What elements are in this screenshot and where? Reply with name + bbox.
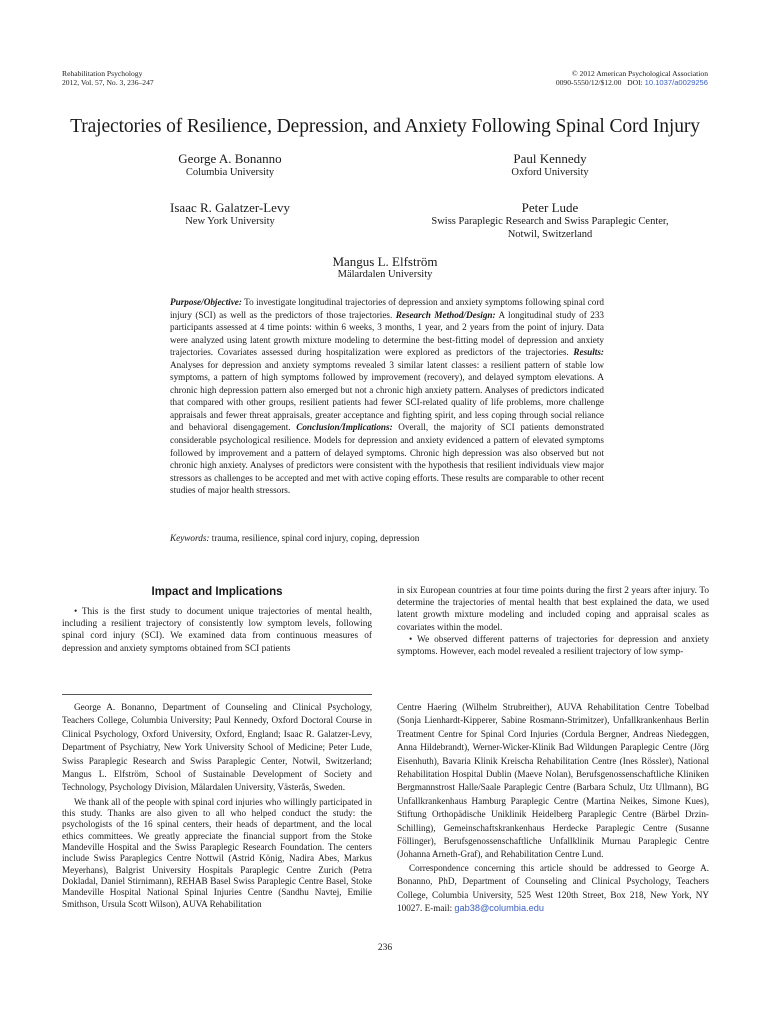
abstract-purpose: To investigate longitudinal trajectories of depression and anxiety symptoms following spinal cord injury (SCI) as well as the predictors of those trajectories. — [170, 297, 604, 320]
author-name: Paul Kennedy — [513, 151, 587, 166]
impact-bullet-2: • We observed different patterns of trajectories for depression and anxiety symptoms. However, each model revealed a resilient trajectory of low symp- — [397, 634, 709, 658]
keywords-label: Keywords: — [170, 533, 210, 543]
impact-continuation: in six European countries at four time points during the first 2 years after injury. To determine the trajectories of mental health that best explained the data, we used latent growth mixture modeling and included coping and appraisal scales as covariates within the model. — [397, 586, 709, 633]
abstract-results-label: Results: — [573, 347, 604, 358]
correspondence: Correspondence concerning this article should be addressed to George A. Bonanno, PhD, Department of Counseling and Clinical Psychology, Teachers College, Columbia University, 525 West 120th Street, Box 218, New York, NY 10027. E-mail: gab38@columbia.edu — [397, 862, 709, 914]
impact-right-column — [397, 585, 709, 658]
impact-bullet-1: • This is the first study to document unique trajectories of mental health, including a resilient trajectory of consistently low symptom levels, following spinal cord injury (SCI). We examined data from continuous measures of depression and anxiety symptoms obtained from SCI patients — [62, 607, 372, 654]
impact-heading: Impact and Implications — [151, 586, 283, 598]
abstract-purpose-label: Purpose/Objective: — [170, 297, 242, 307]
email-link[interactable]: gab38@columbia.edu — [454, 903, 544, 914]
impact-left-column — [62, 606, 372, 655]
keywords — [170, 533, 604, 543]
issn-doi-line — [556, 78, 708, 87]
footnote-left-column — [62, 701, 372, 910]
abstract-conclusion-label: Conclusion/Implications: — [296, 422, 393, 433]
abstract — [170, 296, 604, 497]
abstract-results: Analyses for depression and anxiety symptoms revealed 3 similar latent classes: a resilient pattern of stable low symptoms, a pattern of high symptoms followed by improvement (recovery), and delayed symptom elevations. A chronic high depression pattern also emerged but not a chronic high anxiety pattern. Analyses of predictors indicated that compared with other groups, resilient patients had fewer SCI-related quality of life problems, more challenge appraisals and fewer threat appraisals, greater acceptance and fighting spirit, and less coping through social reliance and behavioral disengagement. — [170, 359, 604, 433]
author-name: Peter Lude — [521, 200, 579, 215]
author-affiliation: Mälardalen University — [337, 269, 433, 280]
abstract-conclusion: Overall, the majority of SCI patients demonstrated considerable psychological resilience. Models for depression and anxiety evidenced a pattern of elevated symptoms followed by improvement and a pattern of delayed symptoms. Chronic high depression was also observed but not chronic high anxiety. Analyses of predictors were consistent with the hypothesis that resilient individuals view major stressors as challenges to be accepted and met with active coping efforts. These results are comparable to other recent studies of major health stressors. — [170, 422, 604, 496]
abstract-method: A longitudinal study of 233 participants assessed at 4 time points: within 6 weeks, 3 months, 1 year, and 2 years from the point of injury. Data were analyzed using latent growth mixture modeling to determine the best-fitting model of depression and anxiety trajectories. Covariates assessed during hospitalization were explored as predictors of the trajectories. — [170, 309, 605, 358]
author-name: Mangus L. Elfström — [332, 254, 438, 269]
author-affiliation: New York University — [185, 216, 275, 227]
author-affiliation: Oxford University — [511, 167, 589, 178]
footnote-divider — [62, 694, 372, 695]
page-number: 236 — [377, 943, 393, 953]
running-header-left — [62, 69, 154, 87]
doi-link[interactable]: 10.1037/a0029256 — [644, 78, 708, 87]
running-header-right — [556, 69, 708, 87]
doi-label: DOI: — [627, 78, 643, 87]
issn: 0090-5550/12/$12.00 — [555, 78, 622, 87]
journal-name: Rehabilitation Psychology — [62, 69, 143, 78]
author-name: Isaac R. Galatzer-Levy — [170, 200, 290, 215]
author-affiliation: Columbia University — [185, 167, 275, 178]
keywords-text: trauma, resilience, spinal cord injury, coping, depression — [209, 533, 420, 543]
acknowledgments: We thank all of the people with spinal cord injuries who willingly participated in this study. Thanks are also given to all who helped conduct the study: the psychologists of the 16 spinal centers, their heads of department, and the local ethics committees. We greatly appreciate the financial support from the Stoke Mandeville Hospital and the Swiss Paraplegic Research Foundation. The centers include Swiss Paraplegics Centre Nottwil (Astrid König, Nadira Abes, Markus Meyerhans), Balgrist University Hospitals Paraplegic Centre Zurich (Petra Dokladal, Daniel Stirnimann), REHAB Basel Swiss Paraplegic Centre Basel, Stoke Mandeville Hospital National Spinal Injuries Centre (Sandhu Navtej, Emilie Smithson, Ursula Scott Wilson), AUVA Rehabilitation — [62, 796, 372, 909]
footnote-right-column — [397, 701, 709, 916]
journal-volume: 2012, Vol. 57, No. 3, 236–247 — [62, 78, 154, 87]
author-name: George A. Bonanno — [178, 151, 282, 166]
copyright-line: © 2012 American Psychological Association — [571, 69, 708, 78]
article-title: Trajectories of Resilience, Depression, and Anxiety Following Spinal Cord Injury — [70, 116, 700, 137]
acknowledgments-continued: Centre Haering (Wilhelm Strubreither), AUVA Rehabilitation Centre Tobelbad (Sonja Lienhardt-Kipperer, Sabine Rosmann-Strimitzer), Unfallkrankenhaus Berlin Treatment Centre for Spinal Cord Injuries (Cordula Bergner, Andreas Niedeggen, Anna Hildebrandt), Werner-Wicker-Klinik Bad Wildungen Paraplegic Centre (Jörg Eisenhuth), Bavaria Klinik Kreischa Rehabilitation Centre (Ines Rössler), National Rehabilitation Hospital Dublin (Maeve Nolan), Berufsgenossenschaftliche Kliniken Bergmannstrost Halle/Saale Paraplegic Centre (Barbara Schulz, Utz Ullmann), BG Unfallkrankenhaus Hamburg Paraplegic Centre (Martina Neikes, Simone Kues), Stiftung Orthopädische Uniklinik Heidelberg Paraplegic Centre (Bärbel Drzin-Schilling), Gemeinschaftskrankenhaus Herdecke Paraplegic Centre (Susanne Föllinger), Berufsgenossenschaftliche Unfallklinik Murnau Paraplegic Centre (Johanna Arneth-Graf), and Rehabilitation Centre Lund. — [397, 702, 709, 860]
author-note: George A. Bonanno, Department of Counseling and Clinical Psychology, Teachers College, Columbia University; Paul Kennedy, Oxford Doctoral Course in Clinical Psychology, Oxford University, Oxford, England; Isaac R. Galatzer-Levy, Department of Psychiatry, New York University School of Medicine; Peter Lude, Swiss Paraplegic Research and Swiss Paraplegic Center, Notwil, Switzerland; Mangus L. Elfström, School of Sustainable Development of Society and Technology, Psychology Division, Mälardalen University, Västerås, Sweden. — [62, 702, 372, 793]
abstract-method-label: Research Method/Design: — [395, 309, 496, 320]
author-affiliation: Swiss Paraplegic Research and Swiss Paraplegic Center, Notwil, Switzerland — [431, 216, 669, 240]
